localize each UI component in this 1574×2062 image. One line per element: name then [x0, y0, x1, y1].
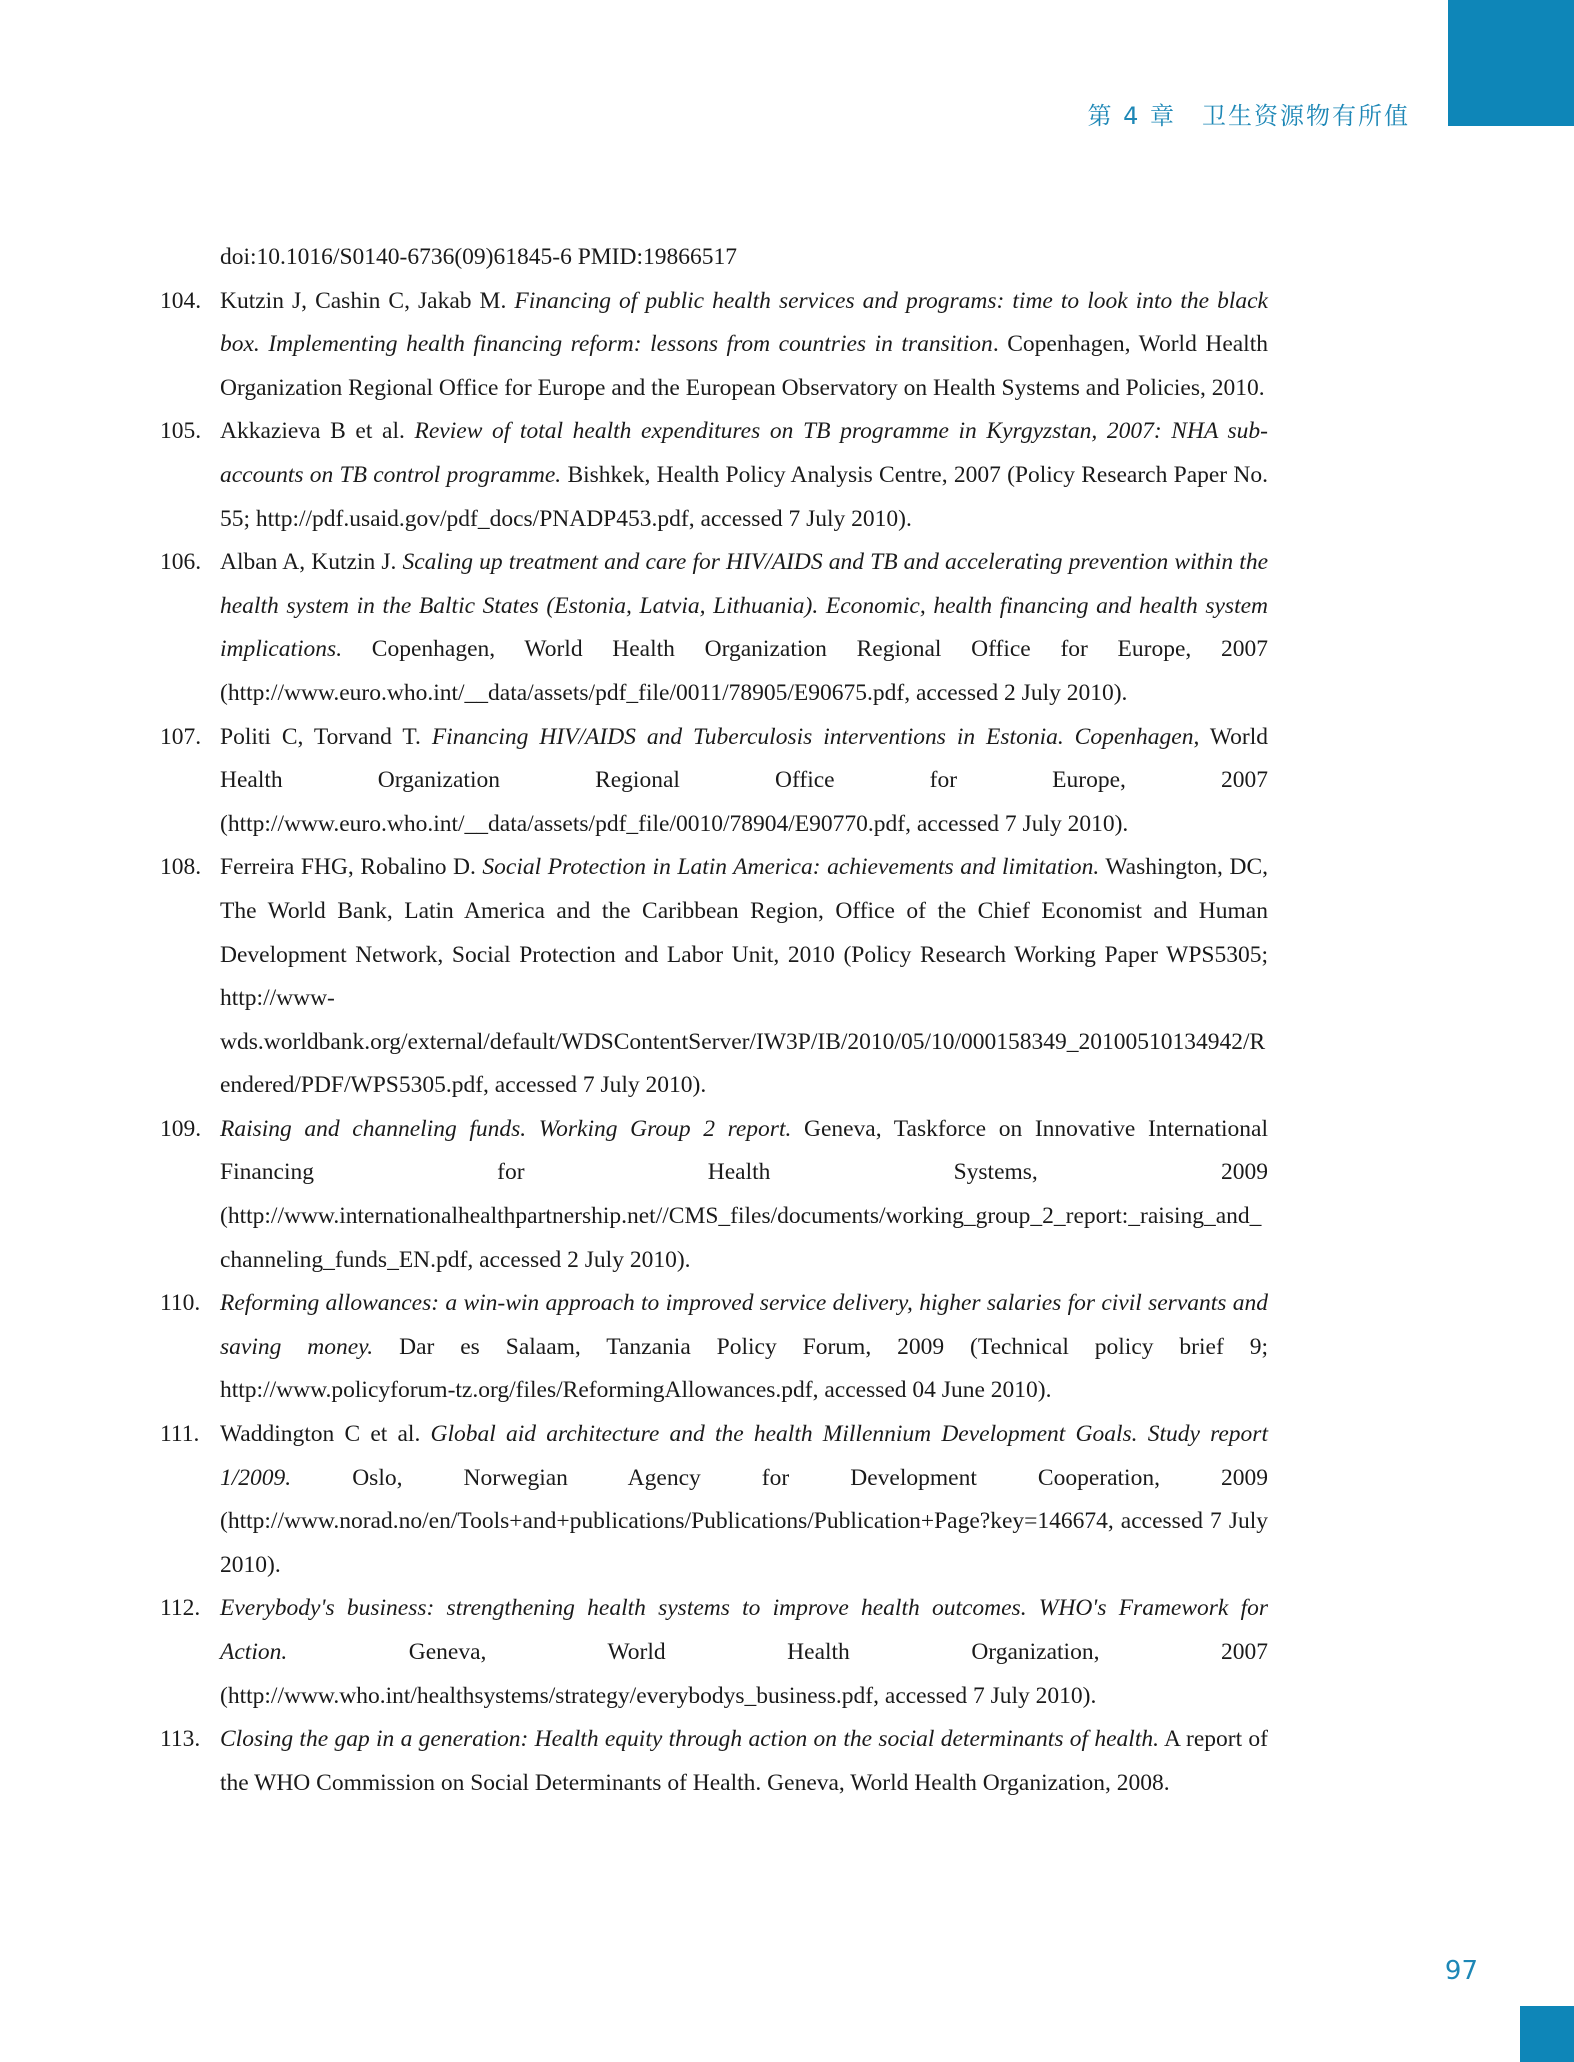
- reference-title: Financing of public health services and programs: time to look into the black box. Implementing health financing reform: lessons from countries in transition: [220, 287, 1268, 358]
- reference-entries: [160, 280, 1268, 1806]
- reference-text: [220, 1290, 1268, 1403]
- reference-text: [220, 549, 1268, 706]
- reference-item: [160, 541, 1268, 715]
- reference-title: Everybody's business: strengthening health systems to improve health outcomes. WHO's Framework for Action.: [220, 1595, 1268, 1665]
- reference-list: [160, 236, 1268, 1805]
- reference-authors: Ferreira FHG, Robalino D.: [220, 854, 483, 881]
- reference-publication-details: . Copenhagen, World Health Organization Regional Office for Europe and the European Observatory on Health Systems and Policies, 2010.: [220, 331, 1268, 401]
- reference-text: [220, 1726, 1268, 1796]
- reference-text: [220, 418, 1268, 531]
- reference-item: [160, 280, 1268, 411]
- reference-publication-details: , World Health Organization Regional Office for Europe, 2007 (http://www.euro.who.int/__data/assets/pdf_file/0010/78904/E90770.pdf, accessed 7 July 2010).: [220, 723, 1268, 837]
- reference-number: 108.: [160, 854, 202, 881]
- reference-title: Social Protection in Latin America: achievements and limitation.: [482, 854, 1100, 881]
- reference-number: 106.: [160, 549, 202, 576]
- reference-title: Global aid architecture and the health Millennium Development Goals. Study report 1/2009.: [220, 1421, 1268, 1491]
- reference-text: [220, 288, 1268, 401]
- reference-text: [220, 1421, 1268, 1578]
- reference-authors: Akkazieva B et al.: [220, 418, 415, 445]
- page-number: 97: [1444, 1956, 1478, 1986]
- reference-title: Closing the gap in a generation: Health equity through action on the social determinants of health.: [220, 1726, 1159, 1753]
- reference-continuation-text: doi:10.1016/S0140-6736(09)61845-6 PMID:19866517: [220, 244, 737, 270]
- reference-number: 105.: [160, 418, 202, 445]
- reference-item: [160, 1108, 1268, 1282]
- corner-accent-bottom: [1520, 2006, 1574, 2062]
- reference-text: [220, 854, 1268, 1098]
- reference-item: [160, 846, 1268, 1108]
- reference-publication-details: Geneva, World Health Organization, 2007 (http://www.who.int/healthsystems/strategy/everybodys_business.pdf, accessed 7 July 2010).: [220, 1639, 1268, 1709]
- reference-item: [160, 716, 1268, 847]
- reference-title: Review of total health expenditures on TB programme in Kyrgyzstan, 2007: NHA sub-accounts on TB control programme.: [220, 418, 1268, 488]
- reference-text: [220, 724, 1268, 837]
- reference-number: 107.: [160, 723, 202, 750]
- reference-item: [160, 1587, 1268, 1718]
- running-header: [1087, 96, 1410, 131]
- reference-publication-details: Dar es Salaam, Tanzania Policy Forum, 2009 (Technical policy brief 9; http://www.policyforum-tz.org/files/ReformingAllowances.pdf, accessed 04 June 2010).: [220, 1333, 1268, 1404]
- chapter-number: 第 4 章: [1087, 102, 1176, 130]
- reference-publication-details: A report of the WHO Commission on Social Determinants of Health. Geneva, World Health Organization, 2008.: [220, 1726, 1268, 1796]
- reference-number: 110.: [160, 1290, 201, 1317]
- reference-item: [160, 1718, 1268, 1805]
- reference-publication-details: Oslo, Norwegian Agency for Development Cooperation, 2009 (http://www.norad.no/en/Tools+and+publications/Publications/Publication+Page?key=146674, accessed 7 July 2010).: [220, 1464, 1268, 1578]
- chapter-title: 卫生资源物有所值: [1202, 102, 1410, 130]
- reference-continuation: [160, 236, 1268, 280]
- reference-number: 112.: [160, 1595, 201, 1622]
- reference-number: 111.: [160, 1421, 200, 1448]
- reference-title: Scaling up treatment and care for HIV/AIDS and TB and accelerating prevention within the health system in the Baltic States (Estonia, Latvia, Lithuania). Economic, health financing and health system implications.: [220, 549, 1269, 663]
- reference-number: 104.: [160, 287, 202, 314]
- reference-item: [160, 1282, 1268, 1413]
- reference-item: [160, 410, 1268, 541]
- reference-item: [160, 1413, 1268, 1587]
- reference-title: Raising and channeling funds. Working Group 2 report.: [220, 1115, 792, 1142]
- corner-accent-top: [1448, 0, 1574, 126]
- reference-publication-details: Copenhagen, World Health Organization Regional Office for Europe, 2007 (http://www.euro.who.int/__data/assets/pdf_file/0011/78905/E90675.pdf, accessed 2 July 2010).: [220, 636, 1268, 706]
- reference-authors: Waddington C et al.: [220, 1421, 431, 1448]
- reference-publication-details: Washington, DC, The World Bank, Latin America and the Caribbean Region, Office of the Chief Economist and Human Development Network, Social Protection and Labor Unit, 2010 (Policy Research Working Paper WPS5305; http://www-wds.worldbank.org/external/default/WDSContentServer/IW3P/IB/2010/05/10/000158349_20100510134942/Rendered/PDF/WPS5305.pdf, accessed 7 July 2010).: [220, 854, 1268, 1099]
- reference-number: 113.: [160, 1726, 201, 1753]
- reference-title: Financing HIV/AIDS and Tuberculosis interventions in Estonia. Copenhagen: [431, 723, 1194, 750]
- reference-title: Reforming allowances: a win-win approach to improved service delivery, higher salaries for civil servants and saving money.: [220, 1290, 1268, 1360]
- reference-authors: Alban A, Kutzin J.: [220, 549, 403, 576]
- reference-text: [220, 1595, 1268, 1708]
- reference-authors: Politi C, Torvand T.: [220, 723, 432, 750]
- reference-number: 109.: [160, 1115, 202, 1142]
- reference-publication-details: Geneva, Taskforce on Innovative International Financing for Health Systems, 2009 (http://www.internationalhealthpartnership.net//CMS_files/documents/working_group_2_report:_raising_and_channeling_funds_EN.pdf, accessed 2 July 2010).: [220, 1115, 1269, 1273]
- reference-authors: Kutzin J, Cashin C, Jakab M.: [220, 287, 515, 314]
- reference-text: [220, 1116, 1268, 1273]
- reference-publication-details: Bishkek, Health Policy Analysis Centre, 2007 (Policy Research Paper No. 55; http://pdf.usaid.gov/pdf_docs/PNADP453.pdf, accessed 7 July 2010).: [220, 461, 1268, 532]
